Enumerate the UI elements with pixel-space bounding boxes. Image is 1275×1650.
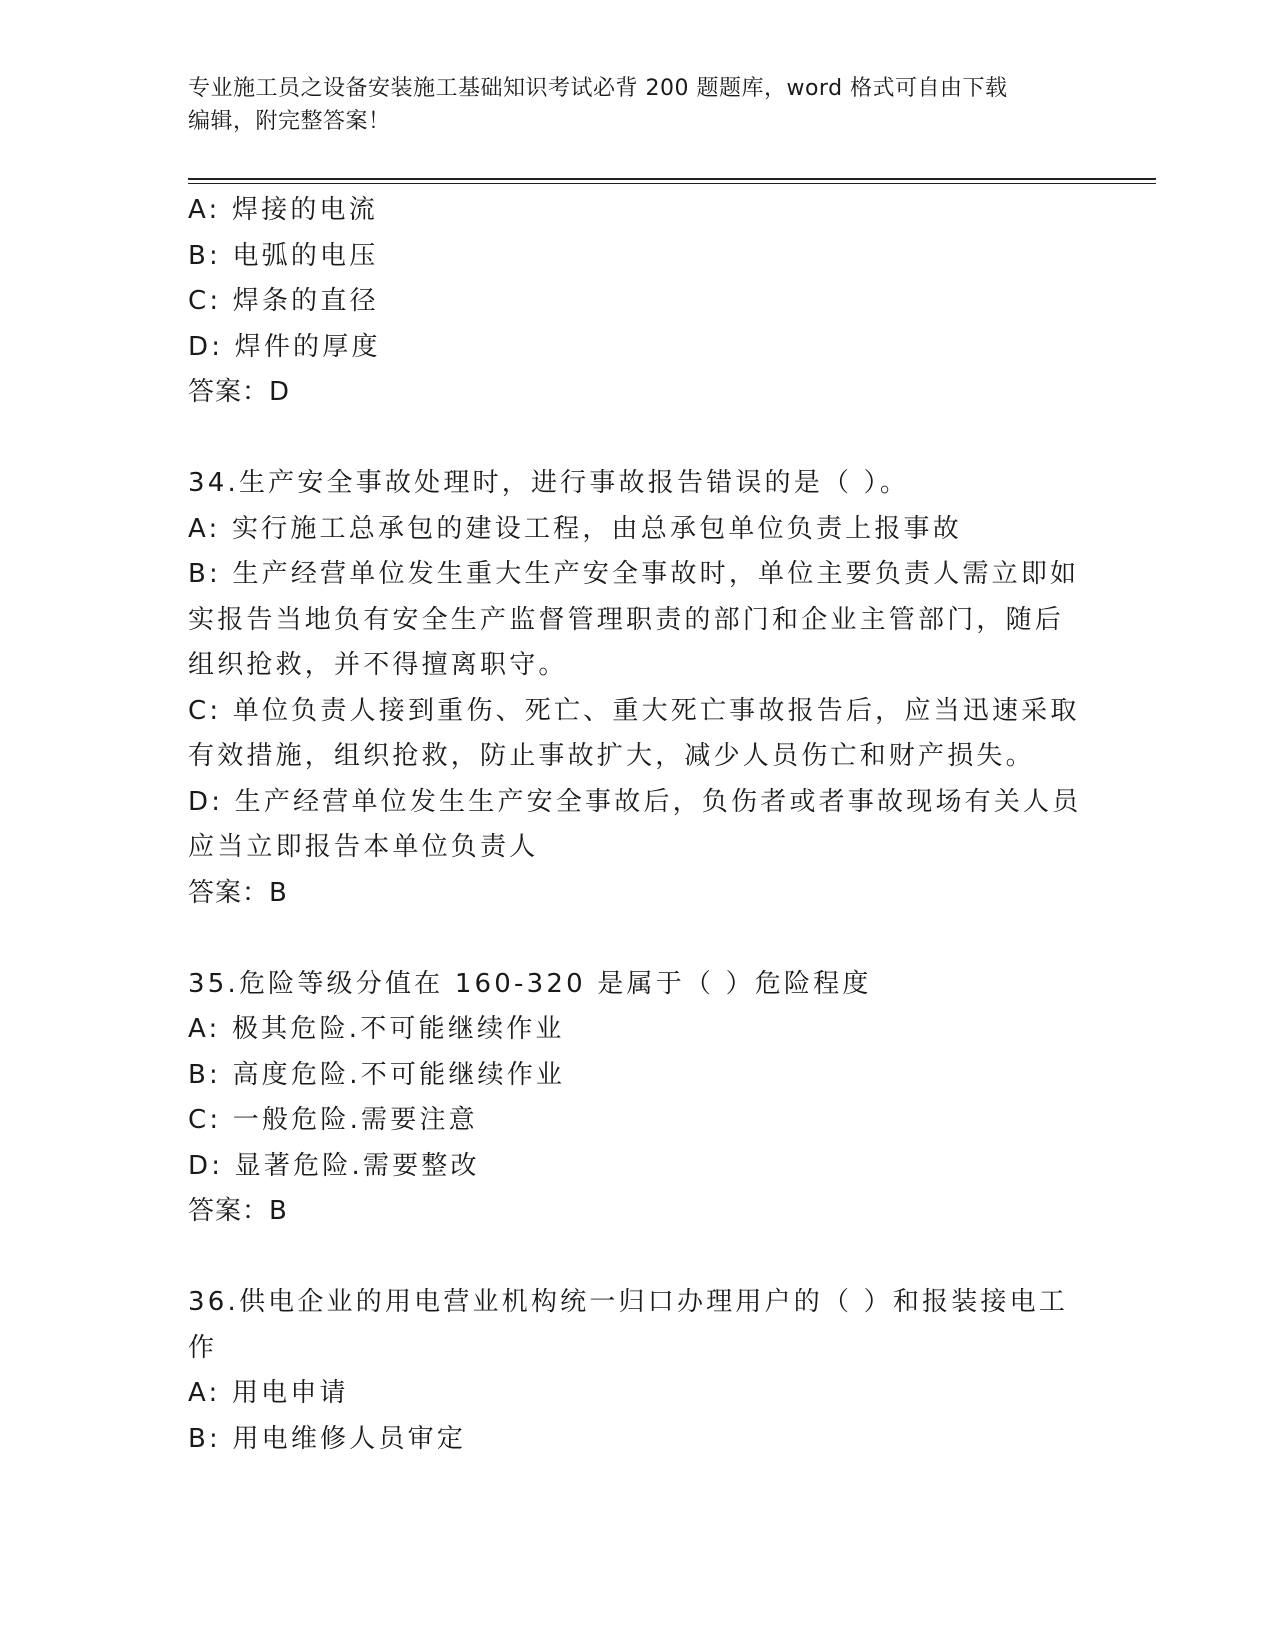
option-a: A: 极其危险.不可能继续作业 xyxy=(188,1014,565,1044)
option-b-line-3: 组织抢救，并不得擅离职守。 xyxy=(188,650,568,680)
question-33 xyxy=(188,188,1088,416)
option-a: A: 焊接的电流 xyxy=(188,195,378,225)
option-c-line-2: 有效措施，组织抢救，防止事故扩大，减少人员伤亡和财产损失。 xyxy=(188,741,1035,771)
option-d: D: 显著危险.需要整改 xyxy=(188,1150,480,1181)
option-b: B: 用电维修人员审定 xyxy=(188,1423,467,1454)
answer-line: 答案：D xyxy=(188,377,291,407)
option-c: C: 焊条的直径 xyxy=(188,286,379,316)
question-34 xyxy=(188,461,1088,916)
option-b: B: 电弧的电压 xyxy=(188,240,379,271)
answer-line: 答案：B xyxy=(188,877,288,908)
question-35 xyxy=(188,962,1088,1235)
header-divider xyxy=(188,178,1156,180)
option-b: B: 高度危险.不可能继续作业 xyxy=(188,1059,566,1090)
question-text-line-2: 作 xyxy=(188,1332,218,1363)
option-a: A: 用电申请 xyxy=(188,1378,349,1408)
option-a: A: 实行施工总承包的建设工程，由总承包单位负责上报事故 xyxy=(188,513,962,544)
question-36 xyxy=(188,1280,1088,1462)
option-b-line-2: 实报告当地负有安全生产监督管理职责的部门和企业主管部门，随后 xyxy=(188,604,1065,635)
page-header xyxy=(188,72,1078,138)
answer-line: 答案：B xyxy=(188,1196,288,1226)
question-text-line-1: 36.供电企业的用电营业机构统一归口办理用户的（ ）和报装接电工 xyxy=(188,1287,1069,1317)
option-b-line-1: B: 生产经营单位发生重大生产安全事故时，单位主要负责人需立即如 xyxy=(188,559,1080,589)
option-c: C: 一般危险.需要注意 xyxy=(188,1105,478,1135)
question-text: 34.生产安全事故处理时，进行事故报告错误的是（ ）。 xyxy=(188,468,910,498)
option-d-line-2: 应当立即报告本单位负责人 xyxy=(188,832,539,862)
header-divider-thin xyxy=(188,183,1156,184)
option-d-line-1: D: 生产经营单位发生生产安全事故后，负伤者或者事故现场有关人员 xyxy=(188,786,1082,817)
option-c-line-1: C: 单位负责人接到重伤、死亡、重大死亡事故报告后，应当迅速采取 xyxy=(188,695,1080,726)
header-line-1: 专业施工员之设备安装施工基础知识考试必背 200 题题库，word 格式可自由下载 xyxy=(188,76,1008,101)
question-content xyxy=(188,188,1088,1462)
option-d: D: 焊件的厚度 xyxy=(188,331,381,362)
question-text: 35.危险等级分值在 160-320 是属于（ ）危险程度 xyxy=(188,968,872,999)
header-line-2: 编辑，附完整答案！ xyxy=(188,109,391,134)
